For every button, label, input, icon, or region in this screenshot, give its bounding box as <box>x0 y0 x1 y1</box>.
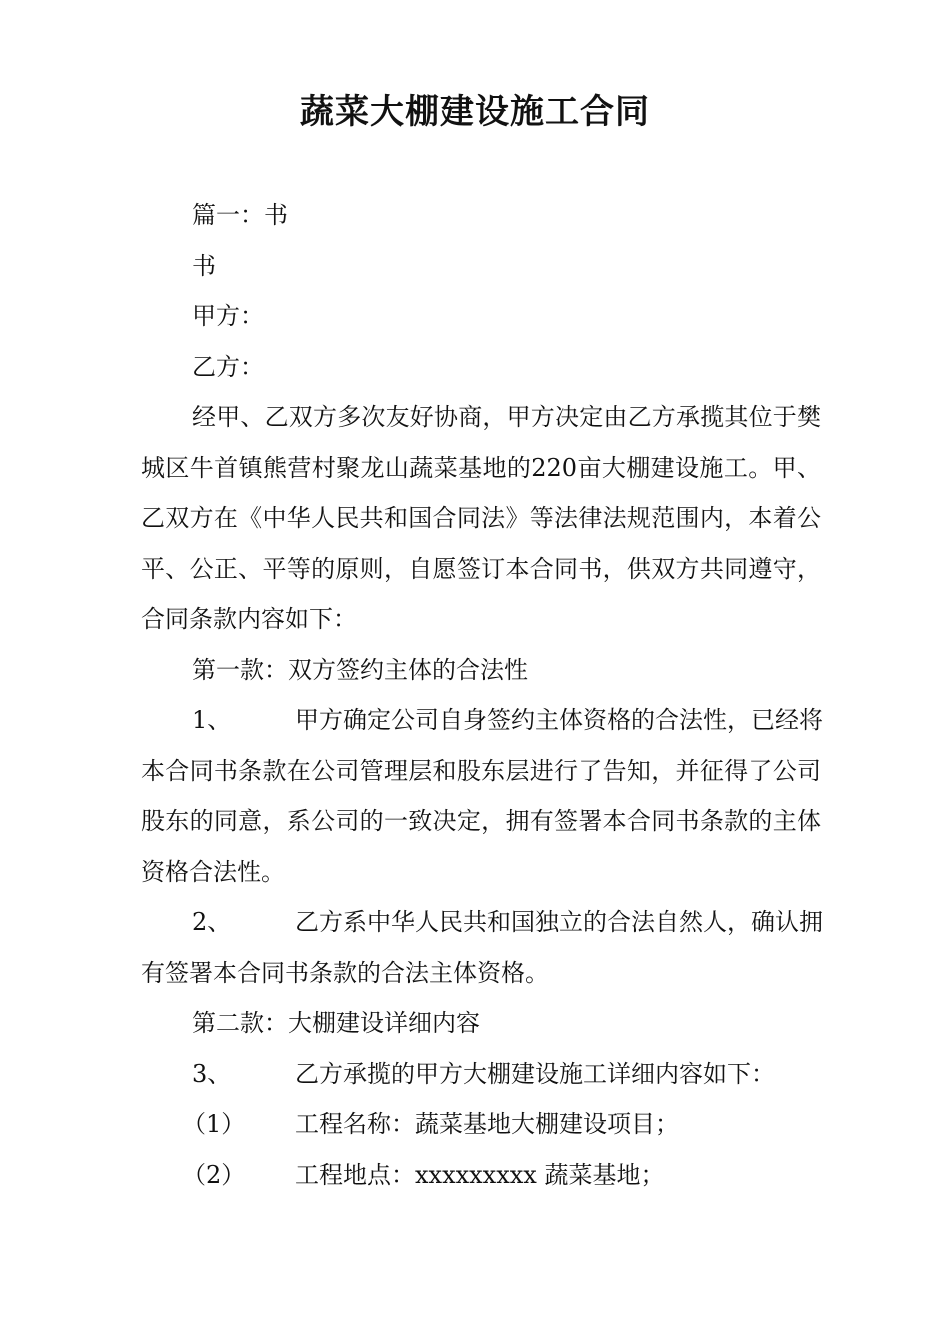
clause-item-1-continuation: 本合同书条款在公司管理层和股东层进行了告知，并征得了公司股东的同意，系公司的一致决定，拥有签署本合同书条款的主体资格合法性。 <box>141 756 821 886</box>
paragraph-heading-part-one: 篇一：书 <box>192 201 288 229</box>
document-title: 蔬菜大棚建设施工合同 <box>300 92 650 132</box>
clause-text: 乙方承揽的甲方大棚建设施工详细内容如下： <box>295 1059 775 1088</box>
clause-number: 2、 <box>192 908 232 936</box>
party-b-label: 乙方： <box>192 352 264 381</box>
paragraph-book: 书 <box>192 251 216 280</box>
party-a-label: 甲方： <box>192 302 264 330</box>
sub-item-number: （2） <box>182 1160 246 1189</box>
sub-item-1 <box>141 1099 821 1150</box>
clause-item-2-first-line <box>141 897 821 948</box>
intro-paragraph: 经甲、乙双方多次友好协商，甲方决定由乙方承揽其位于樊城区牛首镇熊营村聚龙山蔬菜基地的220亩大棚建设施工。甲、乙双方在《中华人民共和国合同法》等法律法规范围内，本着公平、公正、平等的原则，自愿签订本合同书，供双方共同遵守，合同条款内容如下： <box>141 403 821 633</box>
clause-item-3 <box>141 1049 821 1100</box>
document-body <box>141 190 821 1200</box>
sub-item-text: 工程地点：xxxxxxxxx 蔬菜基地； <box>295 1160 665 1189</box>
section-heading-2: 第二款：大棚建设详细内容 <box>192 1009 480 1037</box>
sub-item-2 <box>141 1150 821 1201</box>
clause-item-1-first-line <box>141 695 821 746</box>
sub-item-number: （1） <box>182 1110 246 1138</box>
clause-number: 3、 <box>192 1059 232 1088</box>
clause-text: 乙方系中华人民共和国独立的合法自然人，确认拥 <box>295 908 823 936</box>
clause-number: 1、 <box>192 706 232 734</box>
sub-item-text: 工程名称：蔬菜基地大棚建设项目； <box>295 1110 679 1138</box>
clause-text: 甲方确定公司自身签约主体资格的合法性，已经将 <box>295 706 823 734</box>
clause-item-2-continuation: 有签署本合同书条款的合法主体资格。 <box>141 958 549 987</box>
section-heading-1: 第一款：双方签约主体的合法性 <box>192 655 528 684</box>
